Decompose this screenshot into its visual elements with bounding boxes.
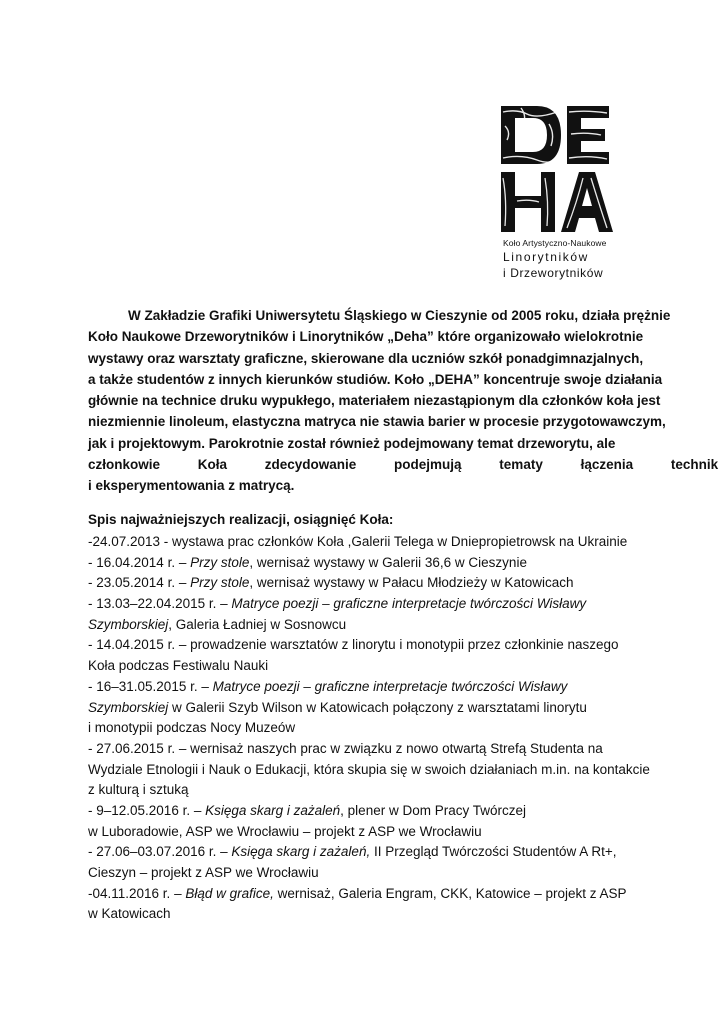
list-item-continuation: Szymborskiej w Galerii Szyb Wilson w Katowicach połączony z warsztatami linorytu [88,699,587,715]
list-item-continuation: w Luboradowie, ASP we Wrocławiu – projekt z ASP we Wrocławiu [88,823,482,839]
list-item-continuation: w Katowicach [88,906,171,922]
intro-line: niezmiennie linoleum, elastyczna matryca nie stawia barier w procesie przygotowawczym, [88,414,666,430]
intro-line: Koło Naukowe Drzeworytników i Linorytników „Deha” które organizowało wielokrotnie [88,329,644,345]
intro-line: jak i projektowym. Parokrotnie został również podejmowany temat drzeworytu, ale [88,435,616,451]
logo-line-drzeworytnikow: i Drzeworytników [503,266,604,280]
list-item: - 27.06.2015 r. – wernisaż naszych prac w związku z nowo otwartą Strefą Studenta na [88,740,603,756]
deha-logo-mark [497,104,619,234]
logo-line-linorytnikow: Linorytników [503,250,589,264]
list-item: - 23.05.2014 r. – Przy stole, wernisaż wystawy w Pałacu Młodzieży w Katowicach [88,575,574,591]
intro-line: i eksperymentowania z matrycą. [88,478,295,494]
list-item: - 27.06–03.07.2016 r. – Księga skarg i zażaleń, II Przegląd Twórczości Studentów A Rt+, [88,844,617,860]
logo-subtitle: Koło Artystyczno-Naukowe [503,238,607,248]
list-item: - 14.04.2015 r. – prowadzenie warsztatów z linorytu i monotypii przez członkinie naszego [88,637,619,653]
achievements-title: Spis najważniejszych realizacji, osiągnięć Koła: [88,512,394,527]
list-item-continuation: Szymborskiej, Galeria Ładniej w Sosnowcu [88,616,347,632]
deha-logo [497,104,619,284]
list-item: - 9–12.05.2016 r. – Księga skarg i zażaleń, plener w Dom Pracy Twórczej [88,802,526,818]
list-item: -24.07.2013 - wystawa prac członków Koła ,Galerii Telega w Dniepropietrowsk na Ukrainie [88,534,628,549]
list-item: - 13.03–22.04.2015 r. – Matryce poezji – graficzne interpretacje twórczości Wisławy [88,596,587,612]
intro-paragraph [88,305,719,497]
intro-line: W Zakładzie Grafiki Uniwersytetu Śląskiego w Cieszynie od 2005 roku, działa prężnie [128,308,671,323]
intro-line: członkowie Koła zdecydowanie podejmują tematy łączenia technik [88,457,719,473]
list-item: - 16–31.05.2015 r. – Matryce poezji – graficzne interpretacje twórczości Wisławy [88,678,568,694]
list-item: -04.11.2016 r. – Błąd w grafice, wernisaż, Galeria Engram, CKK, Katowice – projekt z ASP [88,885,627,901]
list-item-continuation: z kulturą i sztuką [88,782,189,798]
list-item: - 16.04.2014 r. – Przy stole, wernisaż wystawy w Galerii 36,6 w Cieszynie [88,554,527,570]
intro-line: wystawy oraz warsztaty graficzne, skierowane dla uczniów szkół ponadgimnazjalnych, [88,350,644,366]
intro-line: a także studentów z innych kierunków studiów. Koło „DEHA” koncentruje swoje działania [88,371,663,387]
list-item-continuation: Koła podczas Festiwalu Nauki [88,658,269,674]
list-item-continuation: Wydziale Etnologii i Nauk o Edukacji, która skupia się w swoich działaniach m.in. na kontakcie [88,761,650,777]
achievements-list [88,532,650,925]
list-item-continuation: i monotypii podczas Nocy Muzeów [88,720,296,736]
intro-line: głównie na technice druku wypukłego, materiałem niezastąpionym dla członków koła jest [88,393,661,409]
list-item-continuation: Cieszyn – projekt z ASP we Wrocławiu [88,865,319,880]
